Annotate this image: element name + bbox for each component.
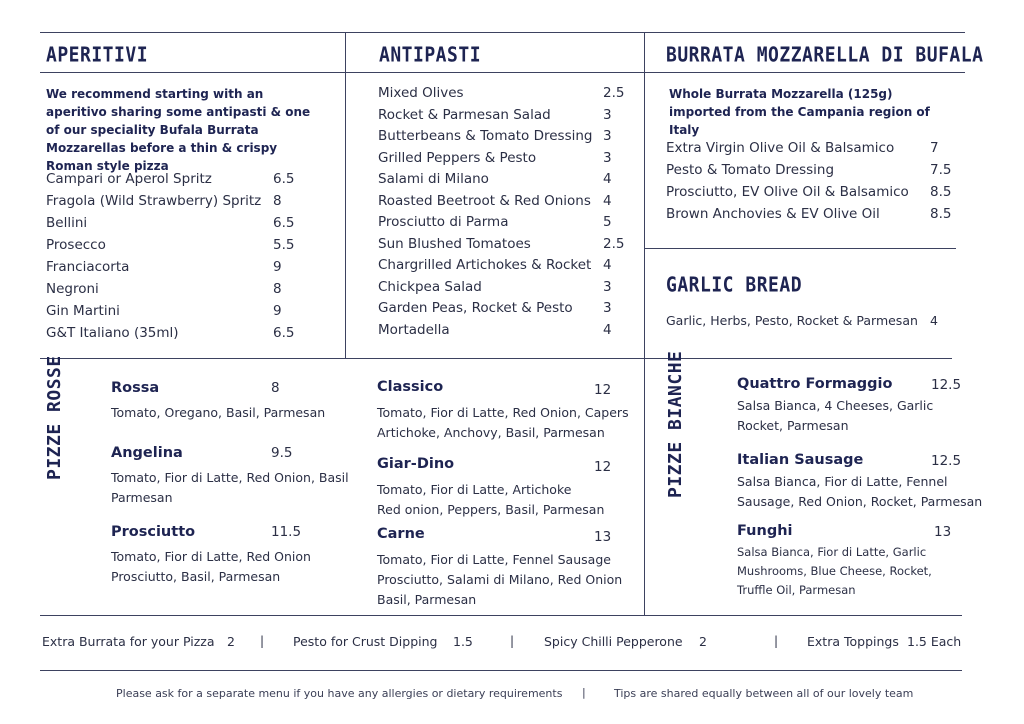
- pizza-description: Tomato, Fior di Latte, Red Onion, Basil: [111, 470, 349, 485]
- pizze-rosse-title: PIZZE ROSSE: [44, 355, 65, 480]
- pizza-price: 12.5: [931, 453, 962, 469]
- aperitivi-item-price: 6.5: [273, 325, 295, 341]
- top-rule: [40, 32, 965, 33]
- burrata-item-price: 7: [930, 140, 939, 156]
- antipasti-item-name: Garden Peas, Rocket & Pesto: [378, 300, 573, 316]
- divider-antipasti-burrata: [644, 32, 645, 616]
- pizza-description: Prosciutto, Basil, Parmesan: [111, 569, 281, 584]
- aperitivi-item-price: 9: [273, 303, 282, 319]
- pizza-price: 9.5: [271, 445, 293, 461]
- antipasti-item-price: 4: [603, 257, 612, 273]
- aperitivi-item-name: Gin Martini: [46, 303, 120, 319]
- burrata-title: BURRATA MOZZARELLA DI BUFALA: [666, 43, 984, 68]
- extra-item-price: 2: [227, 634, 235, 649]
- pizza-description: Tomato, Fior di Latte, Red Onion, Capers: [377, 405, 629, 420]
- aperitivi-item-price: 8: [273, 281, 282, 297]
- pizza-description: Prosciutto, Salami di Milano, Red Onion: [377, 572, 623, 587]
- aperitivi-item-name: Bellini: [46, 215, 88, 231]
- antipasti-item-price: 5: [603, 214, 612, 230]
- extra-item-name: Extra Burrata for your Pizza: [42, 634, 215, 649]
- extras-separator: |: [774, 634, 779, 648]
- pizza-description: Mushrooms, Blue Cheese, Rocket,: [737, 564, 932, 578]
- aperitivi-title: APERITIVI: [46, 43, 149, 68]
- pizza-name: Giar-Dino: [377, 456, 455, 472]
- pizza-description: Tomato, Fior di Latte, Artichoke: [377, 482, 572, 497]
- burrata-garlic-rule: [644, 248, 956, 249]
- burrata-item-name: Extra Virgin Olive Oil & Balsamico: [666, 140, 895, 156]
- garlic-bread-title: GARLIC BREAD: [666, 273, 803, 298]
- antipasti-item-name: Grilled Peppers & Pesto: [378, 149, 537, 166]
- extras-separator: |: [260, 634, 265, 648]
- pizza-description: Red onion, Peppers, Basil, Parmesan: [377, 502, 605, 517]
- pizza-price: 13: [934, 524, 952, 540]
- antipasti-item-price: 2.5: [603, 85, 625, 101]
- antipasti-item-name: Roasted Beetroot & Red Onions: [378, 192, 591, 209]
- extra-item-name: Pesto for Crust Dipping: [293, 634, 438, 649]
- antipasti-item-name: Rocket & Parmesan Salad: [378, 106, 551, 123]
- pizza-description: Tomato, Fior di Latte, Red Onion: [111, 549, 311, 564]
- pizza-name: Classico: [377, 379, 444, 395]
- extra-item-name: Spicy Chilli Pepperone: [544, 634, 683, 649]
- antipasti-item-name: Mixed Olives: [378, 85, 464, 101]
- antipasti-item-price: 4: [603, 192, 612, 209]
- antipasti-item-name: Salami di Milano: [378, 171, 489, 187]
- garlic-bread-item: Garlic, Herbs, Pesto, Rocket & Parmesan: [666, 313, 918, 328]
- pizza-name: Funghi: [737, 523, 793, 539]
- antipasti-item-price: 4: [603, 171, 612, 187]
- aperitivi-item-price: 6.5: [273, 215, 295, 231]
- pizza-price: 12: [594, 382, 612, 398]
- pizza-description: Salsa Bianca, Fior di Latte, Garlic: [737, 545, 927, 559]
- pizza-description: Tomato, Fior di Latte, Fennel Sausage: [377, 552, 611, 567]
- mid-rule: [40, 358, 952, 359]
- antipasti-item-name: Sun Blushed Tomatoes: [378, 235, 531, 252]
- aperitivi-item-name: Campari or Aperol Spritz: [46, 171, 212, 187]
- aperitivi-item-price: 9: [273, 259, 282, 275]
- aperitivi-item-name: G&T Italiano (35ml): [46, 325, 179, 341]
- antipasti-item-name: Butterbeans & Tomato Dressing: [378, 128, 593, 144]
- aperitivi-item-name: Franciacorta: [46, 259, 130, 275]
- aperitivi-item-price: 5.5: [273, 237, 295, 253]
- antipasti-item-price: 3: [603, 106, 612, 123]
- pizza-name: Rossa: [111, 380, 160, 396]
- pizza-price: 13: [594, 529, 612, 545]
- pizza-description: Rocket, Parmesan: [737, 418, 849, 433]
- burrata-intro: Whole Burrata Mozzarella (125g) imported from the Campania region of Italy: [669, 87, 930, 137]
- pizza-bottom-rule: [40, 615, 962, 616]
- antipasti-title: ANTIPASTI: [379, 43, 482, 68]
- extra-item-price: 1.5: [453, 634, 473, 649]
- aperitivi-intro: We recommend starting with an aperitivo sharing some antipasti & one of our speciality Bufala Burrata Mozzarellas before a thin & crispy Roman style pizza: [46, 87, 311, 173]
- pizza-price: 12.5: [931, 377, 962, 393]
- antipasti-item-price: 2.5: [603, 235, 625, 252]
- footer-allergies: Please ask for a separate menu if you have any allergies or dietary requirements: [116, 687, 563, 700]
- footer-separator: |: [582, 686, 586, 699]
- burrata-item-name: Prosciutto, EV Olive Oil & Balsamico: [666, 184, 909, 200]
- pizze-bianche-title: PIZZE BIANCHE: [665, 350, 686, 498]
- antipasti-item-price: 3: [603, 278, 612, 295]
- garlic-bread-price: 4: [930, 313, 938, 328]
- pizza-description: Artichoke, Anchovy, Basil, Parmesan: [377, 425, 605, 440]
- pizza-description: Tomato, Oregano, Basil, Parmesan: [111, 405, 326, 420]
- pizza-description: Salsa Bianca, Fior di Latte, Fennel: [737, 474, 948, 489]
- pizza-name: Italian Sausage: [737, 452, 864, 468]
- pizza-price: 11.5: [271, 524, 302, 540]
- antipasti-item-name: Mortadella: [378, 321, 450, 338]
- antipasti-item-price: 3: [603, 300, 612, 316]
- pizza-description: Basil, Parmesan: [377, 592, 477, 607]
- pizza-name: Carne: [377, 526, 425, 542]
- extra-item-price: 2: [699, 634, 707, 649]
- divider-aperitivi-antipasti: [345, 32, 346, 358]
- aperitivi-item-name: Negroni: [46, 281, 99, 297]
- footer-tips: Tips are shared equally between all of our lovely team: [614, 687, 914, 700]
- antipasti-item-name: Prosciutto di Parma: [378, 214, 509, 230]
- extras-bottom-rule: [40, 670, 962, 671]
- aperitivi-item-price: 8: [273, 193, 282, 209]
- pizza-description: Truffle Oil, Parmesan: [737, 583, 856, 597]
- antipasti-item-name: Chickpea Salad: [378, 278, 482, 295]
- antipasti-item-price: 3: [603, 149, 612, 166]
- burrata-item-price: 7.5: [930, 162, 952, 178]
- burrata-item-price: 8.5: [930, 206, 952, 222]
- antipasti-item-price: 3: [603, 128, 612, 144]
- burrata-item-price: 8.5: [930, 184, 952, 200]
- burrata-item-name: Pesto & Tomato Dressing: [666, 162, 835, 178]
- pizza-name: Angelina: [111, 445, 183, 461]
- pizza-name: Prosciutto: [111, 524, 196, 540]
- pizza-price: 8: [271, 380, 280, 396]
- aperitivi-item-name: Prosecco: [46, 237, 106, 253]
- pizza-description: Parmesan: [111, 490, 173, 505]
- extras-separator: |: [510, 634, 515, 648]
- extra-item-price: 1.5 Each: [907, 634, 962, 649]
- antipasti-item-name: Chargrilled Artichokes & Rocket: [378, 257, 592, 273]
- aperitivi-item-name: Fragola (Wild Strawberry) Spritz: [46, 193, 262, 209]
- pizza-description: Salsa Bianca, 4 Cheeses, Garlic: [737, 398, 934, 413]
- burrata-item-name: Brown Anchovies & EV Olive Oil: [666, 206, 880, 222]
- aperitivi-item-price: 6.5: [273, 171, 295, 187]
- extra-item-name: Extra Toppings: [807, 634, 899, 649]
- pizza-price: 12: [594, 459, 612, 475]
- pizza-name: Quattro Formaggio: [737, 376, 893, 392]
- antipasti-item-price: 4: [603, 321, 612, 338]
- pizza-description: Sausage, Red Onion, Rocket, Parmesan: [737, 494, 983, 509]
- header-rule: [40, 72, 965, 73]
